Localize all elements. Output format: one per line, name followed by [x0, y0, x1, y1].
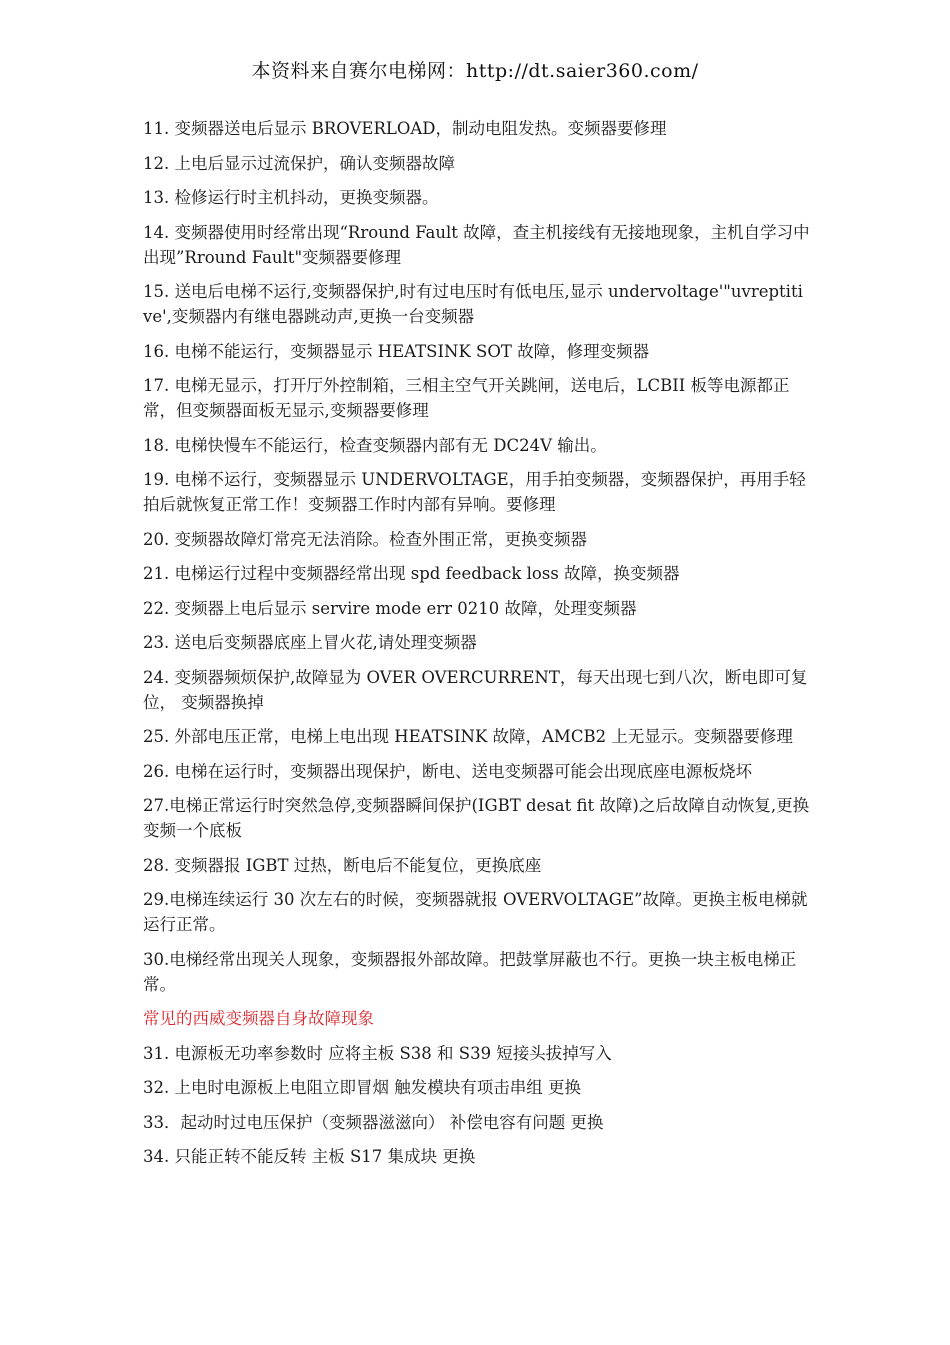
section-title: 常见的西威变频器自身故障现象	[143, 1009, 374, 1028]
list-item: 20. 变频器故障灯常亮无法消除。检查外围正常，更换变频器	[143, 529, 587, 549]
list-item: 24. 变频器频烦保护,故障显为 OVER OVERCURRENT，每天出现七到八次，断电即可复位， 变频器换掉	[143, 667, 808, 712]
list-item: 25. 外部电压正常，电梯上电出现 HEATSINK 故障，AMCB2 上无显示。变频器要修理	[143, 727, 793, 746]
list-item: 26. 电梯在运行时，变频器出现保护，断电、送电变频器可能会出现底座电源板烧坏	[143, 761, 752, 781]
list-item: 27.电梯正常运行时突然急停,变频器瞬间保护(IGBT desat fit 故障)之后故障自动恢复,更换变频一个底板	[143, 796, 810, 840]
list-item: 32. 上电时电源板上电阻立即冒烟 触发模块有项击串组 更换	[143, 1078, 581, 1097]
list-item: 31. 电源板无功率参数时 应将主板 S38 和 S39 短接头拔掉写入	[143, 1043, 612, 1063]
list-item: 19. 电梯不运行，变频器显示 UNDERVOLTAGE，用手拍变频器，变频器保护，再用手轻拍后就恢复正常工作！变频器工作时内部有异响。要修理	[143, 470, 806, 514]
list-item: 33．起动时过电压保护（变频器滋滋向） 补偿电容有问题 更换	[143, 1112, 604, 1132]
list-item: 11. 变频器送电后显示 BROVERLOAD，制动电阻发热。变频器要修理	[143, 119, 667, 138]
list-item: 12. 上电后显示过流保护，确认变频器故障	[143, 153, 455, 173]
list-item: 13. 检修运行时主机抖动，更换变频器。	[143, 188, 439, 207]
list-item: 28. 变频器报 IGBT 过热，断电后不能复位，更换底座	[143, 855, 542, 875]
list-item: 29.电梯连续运行 30 次左右的时候，变频器就报 OVERVOLTAGE”故障。更换主板电梯就运行正常。	[143, 890, 808, 934]
list-item: 30.电梯经常出现关人现象，变频器报外部故障。把鼓掌屏蔽也不行。更换一块主板电梯正常。	[143, 949, 797, 994]
list-item: 22. 变频器上电后显示 servire mode err 0210 故障，处理变频器	[143, 598, 637, 618]
source-header: 本资料来自赛尔电梯网：http://dt.saier360.com/	[251, 60, 699, 82]
list-item: 15. 送电后电梯不运行,变频器保护,时有过电压时有低电压,显示 undervoltage'"uvreptitive',变频器内有继电器跳动声,更换一台变频器	[143, 282, 803, 326]
list-item: 23. 送电后变频器底座上冒火花,请处理变频器	[143, 633, 477, 652]
list-item: 21. 电梯运行过程中变频器经常出现 spd feedback loss 故障，换变频器	[143, 564, 680, 583]
fault-list	[143, 116, 811, 1179]
list-item: 14. 变频器使用时经常出现“Rround Fault 故障，查主机接线有无接地现象，主机自学习中出现”Rround Fault"变频器要修理	[143, 222, 810, 267]
list-item: 18. 电梯快慢车不能运行，检查变频器内部有无 DC24V 输出。	[143, 435, 607, 455]
list-item: 17. 电梯无显示，打开厅外控制箱，三相主空气开关跳闸，送电后，LCBII 板等电源都正常，但变频器面板无显示,变频器要修理	[143, 376, 790, 420]
list-item: 34. 只能正转不能反转 主板 S17 集成块 更换	[143, 1147, 476, 1166]
list-item: 16. 电梯不能运行，变频器显示 HEATSINK SOT 故障，修理变频器	[143, 341, 650, 361]
